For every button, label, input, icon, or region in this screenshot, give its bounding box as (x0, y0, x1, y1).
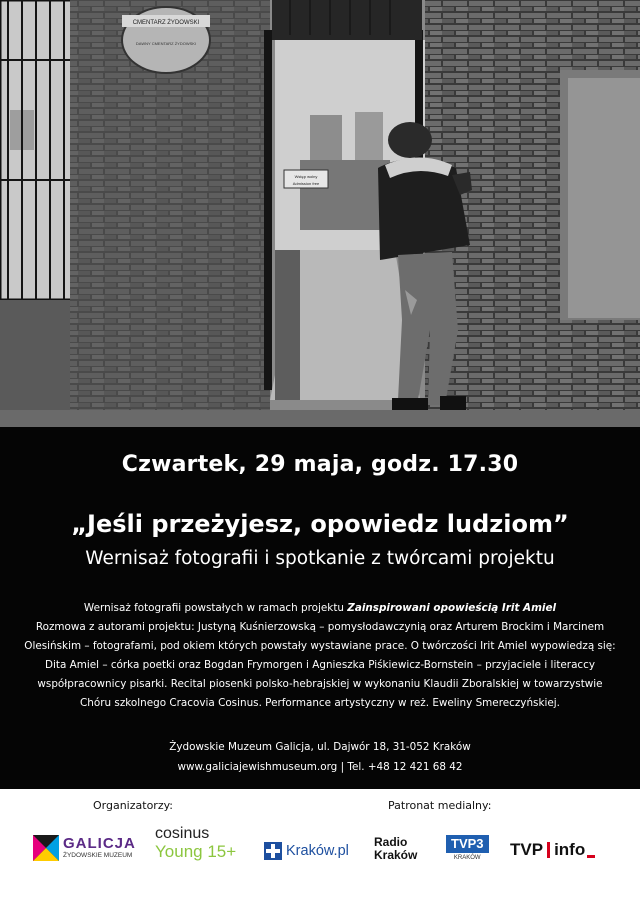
hero-photo (0, 0, 640, 427)
radio-krakow-logo (374, 836, 417, 862)
event-date: Czwartek, 29 maja, godz. 17.30 (121, 452, 519, 477)
contact-info (0, 738, 640, 777)
description-line: Chóru szkolnego Cracovia Cosinus. Performance artystyczny w reż. Eweliny Smereczyńskiej. (80, 697, 560, 709)
krakow-mark-icon (264, 842, 282, 860)
organizers-label: Organizatorzy: (93, 799, 174, 812)
address: Żydowskie Muzeum Galicja, ul. Dajwór 18, 31-052 Kraków (169, 741, 471, 753)
galicja-sub: ŻYDOWSKIE MUZEUM (63, 852, 133, 859)
tvp-info-logo (510, 840, 595, 860)
event-subtitle: Wernisaż fotografii i spotkanie z twórcami projektu (85, 548, 555, 569)
krakow-name: Kraków.pl (286, 843, 349, 859)
description-line: Dita Amiel – córka poetki oraz Bogdan Frymorgen i Agnieszka Piśkiewicz-Bornstein – przyjaciele i literaccy (44, 659, 596, 671)
project-name: Zainspirowani opowieścią Irit Amiel (347, 602, 557, 614)
cosinus-logo (155, 826, 236, 862)
plaque-small-text: DAWNY CMENTARZ ŻYDOWSKI (135, 41, 197, 46)
tvpinfo-a: TVP (510, 840, 544, 859)
cosinus-sub: Young 15+ (155, 842, 237, 861)
patrons-label: Patronat medialny: (388, 799, 492, 812)
tvpinfo-divider (547, 842, 550, 858)
krakow-logo (264, 842, 349, 860)
web-phone: www.galiciajewishmuseum.org | Tel. +48 12 421 68 42 (177, 760, 463, 773)
galicja-logo (33, 835, 136, 861)
description-line: Olesińskim – fotografami, pod okiem których powstały wystawiane prace. O twórczości Irit Amiel wypowiedzą się: (24, 640, 616, 652)
event-title: „Jeśli przeżyjesz, opowiedz ludziom” (71, 510, 569, 538)
description-prefix: Wernisaż fotografii powstałych w ramach projektu (83, 602, 348, 614)
tvp3-sub: KRAKÓW (453, 855, 481, 861)
description-line (12, 599, 628, 618)
event-description (12, 599, 628, 713)
cemetery-gate-photo (0, 0, 640, 427)
tvpinfo-b: info (554, 840, 586, 859)
description-line: współpracownicy pisarki. Recital piosenki polsko-hebrajskiej w wykonaniu Klaudii Zboralskiej w towarzystwie (37, 678, 603, 690)
tvp3-logo (446, 835, 489, 861)
radio-line1: Radio (374, 835, 408, 849)
cosinus-name: cosinus (155, 825, 210, 842)
plaque-text: CMENTARZ ŻYDOWSKI (132, 20, 200, 26)
galicja-name: GALICJA (63, 835, 136, 852)
tvpinfo-underscore (587, 855, 595, 858)
event-info-panel (0, 427, 640, 789)
sign-line1: Wstęp wolny (294, 174, 318, 179)
galicja-mark-icon (33, 835, 59, 861)
tvp3-name: TVP3 (446, 835, 489, 853)
description-line: Rozmowa z autorami projektu: Justyną Kuśnierzowską – pomysłodawczynią oraz Arturem Brockim i Marcinem (35, 621, 605, 633)
radio-line2: Kraków (374, 848, 418, 862)
sign-line2: Admission free (292, 181, 320, 186)
